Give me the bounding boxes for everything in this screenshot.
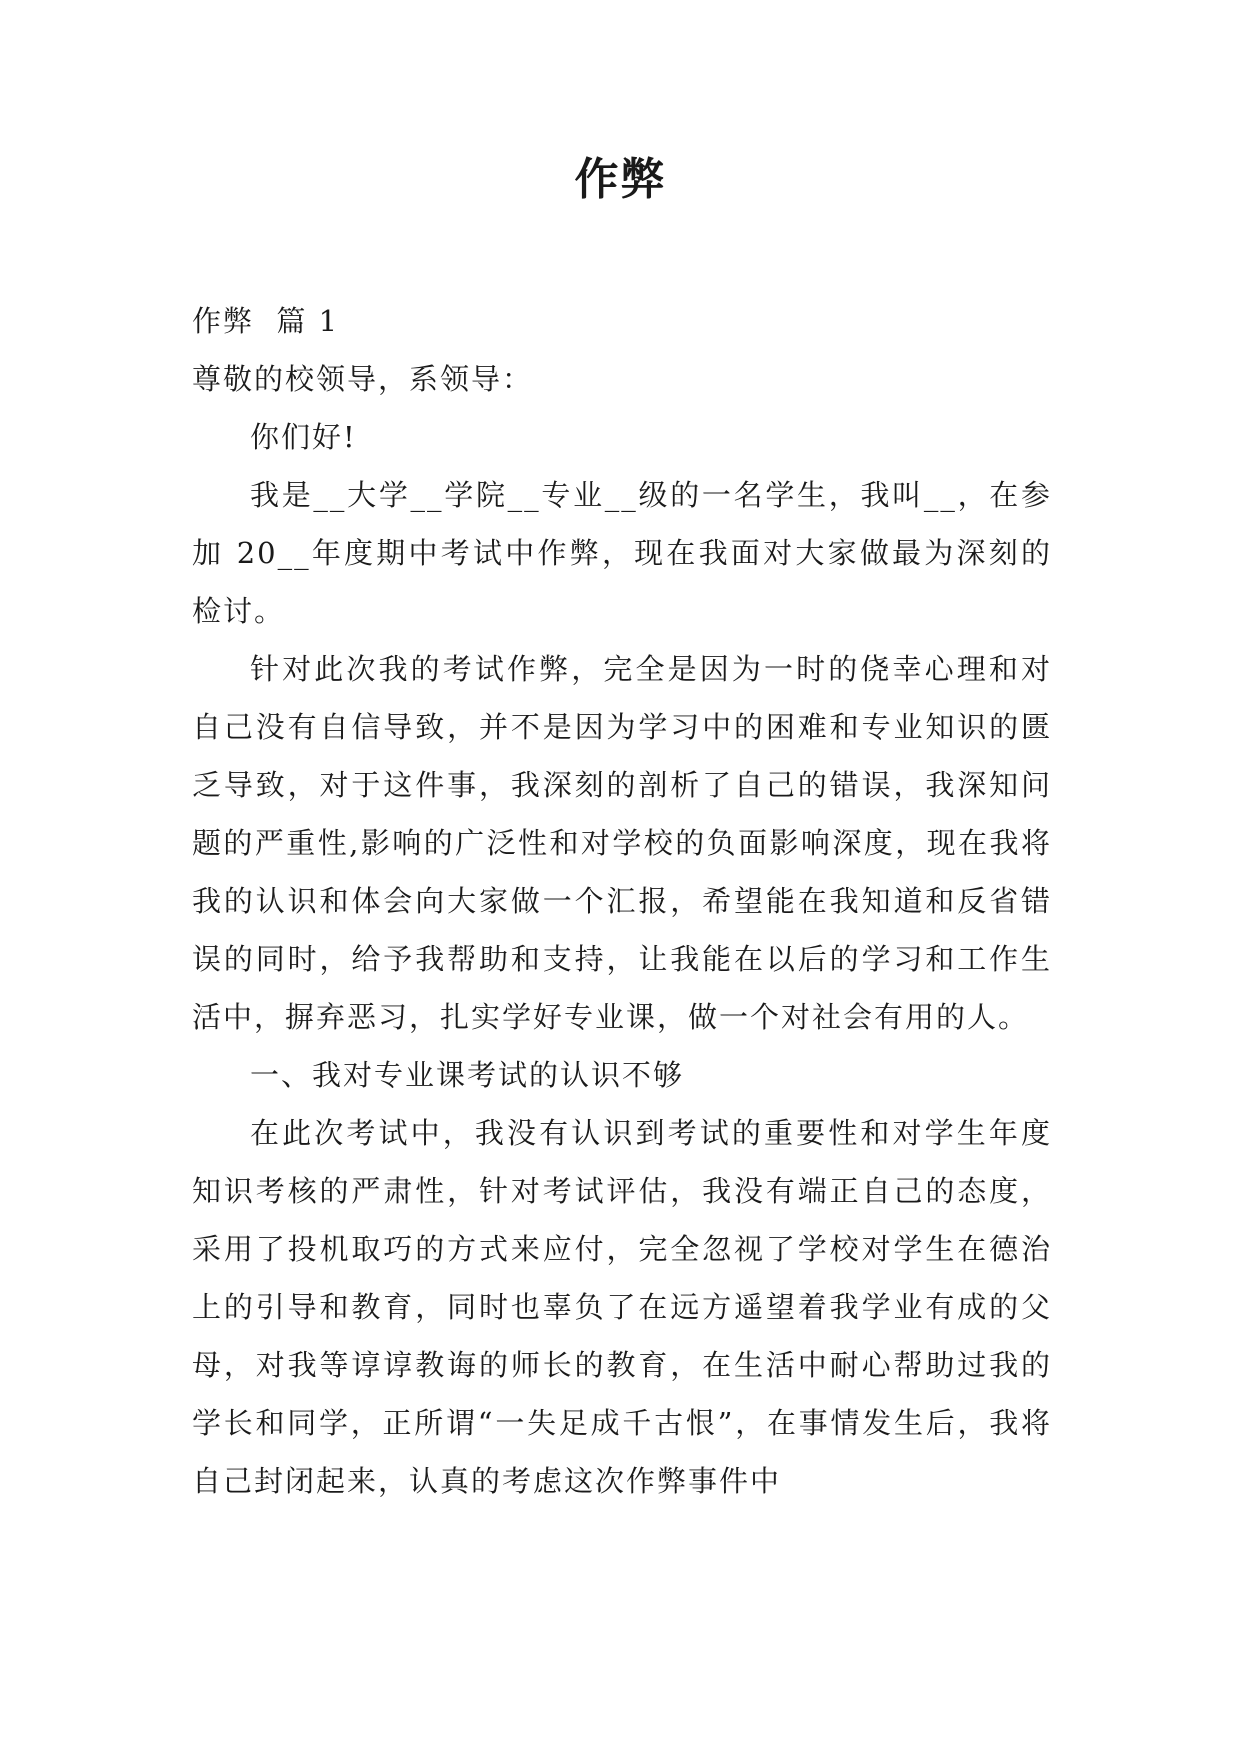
paragraph-2: 针对此次我的考试作弊，完全是因为一时的侥幸心理和对自己没有自信导致，并不是因为学习中的困难和专业知识的匮乏导致，对于这件事，我深刻的剖析了自己的错误，我深知问题的严重性,影响的广泛性和对学校的负面影响深度，现在我将我的认识和体会向大家做一个汇报，希望能在我知道和反省错误的同时，给予我帮助和支持，让我能在以后的学习和工作生活中，摒弃恶习，扎实学好专业课，做一个对社会有用的人。 (192, 652, 1052, 1034)
salutation: 尊敬的校领导，系领导： (192, 362, 534, 396)
document-body (192, 292, 1052, 1510)
paragraph-1: 我是__大学__学院__专业__级的一名学生，我叫__，在参加 20__年度期中考试中作弊，现在我面对大家做最为深刻的检讨。 (192, 478, 1052, 628)
document-title: 作弊 (574, 154, 667, 205)
section-heading: 作弊 篇 1 (192, 304, 340, 338)
subheading: 一、我对专业课考试的认识不够 (250, 1058, 685, 1092)
paragraph-3: 在此次考试中，我没有认识到考试的重要性和对学生年度知识考核的严肃性，针对考试评估，我没有端正自己的态度，采用了投机取巧的方式来应付，完全忽视了学校对学生在德治上的引导和教育，同时也辜负了在远方遥望着我学业有成的父母，对我等谆谆教诲的师长的教育，在生活中耐心帮助过我的学长和同学，正所谓“一失足成千古恨”，在事情发生后，我将自己封闭起来，认真的考虑这次作弊事件中 (192, 1116, 1052, 1498)
greeting: 你们好! (250, 420, 357, 454)
